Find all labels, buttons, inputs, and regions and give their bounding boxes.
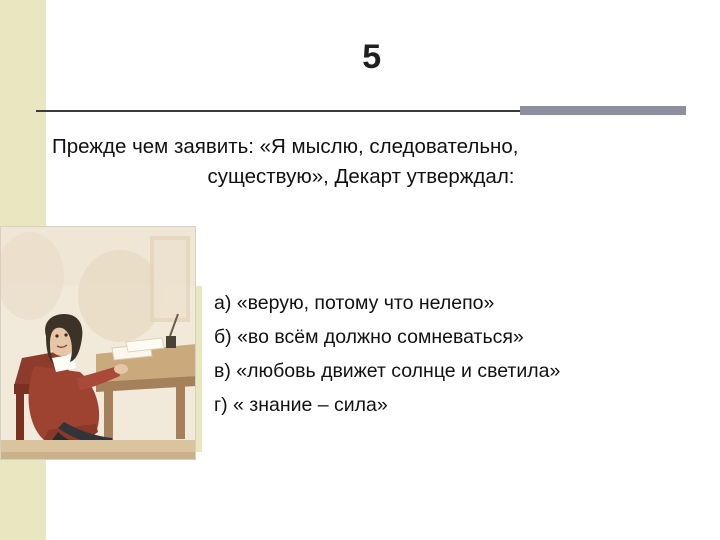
title-divider-accent bbox=[520, 106, 686, 115]
slide-number-title: 5 bbox=[362, 38, 382, 76]
question-line-2: существую», Декарт утверждал: bbox=[207, 165, 515, 188]
answer-option-b[interactable]: б) «во всём должно сомневаться» bbox=[214, 326, 524, 348]
portrait-frame bbox=[0, 226, 196, 460]
answer-option-d[interactable]: г) « знание – сила» bbox=[214, 394, 388, 416]
question-line-1: Прежде чем заявить: «Я мыслю, следовательно, bbox=[52, 135, 519, 158]
answer-options-list bbox=[196, 286, 716, 422]
descartes-portrait-image bbox=[0, 226, 196, 460]
answer-option-c[interactable]: в) «любовь движет солнце и светила» bbox=[214, 360, 561, 382]
answer-option-a[interactable]: а) «верую, потому что нелепо» bbox=[214, 292, 495, 314]
answers-accent-bar bbox=[196, 286, 202, 452]
question-text bbox=[46, 132, 676, 192]
